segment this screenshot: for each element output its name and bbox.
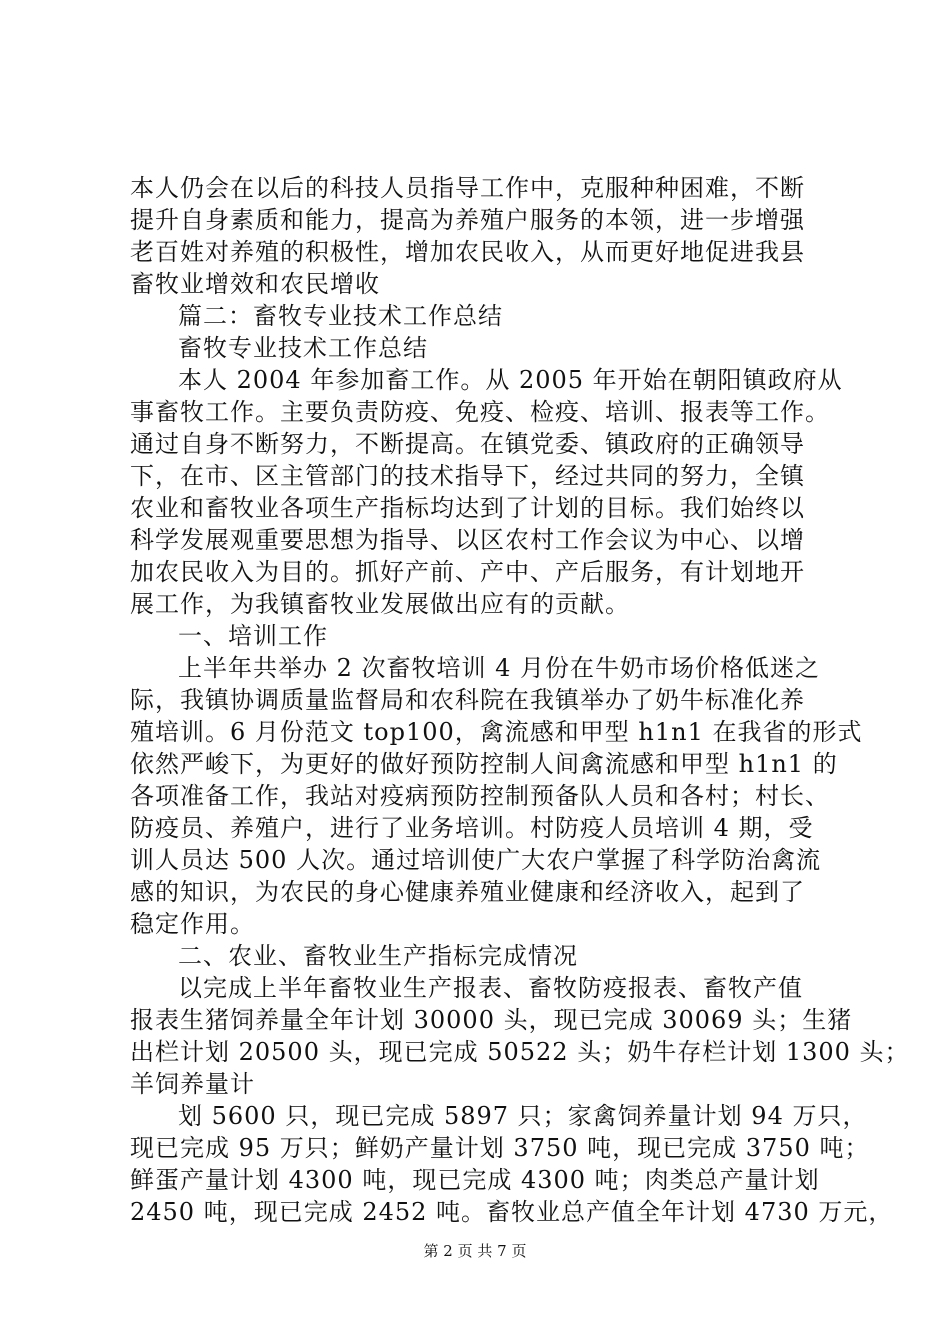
text-line: 展工作，为我镇畜牧业发展做出应有的贡献。 — [130, 590, 630, 618]
text-line: 以完成上半年畜牧业生产报表、畜牧防疫报表、畜牧产值 — [178, 974, 803, 1002]
text-line: 现已完成 95 万只；鲜奶产量计划 3750 吨，现已完成 3750 吨； — [130, 1134, 870, 1162]
text-line: 科学发展观重要思想为指导、以区农村工作会议为中心、以增 — [130, 526, 805, 554]
text-line: 畜牧业增效和农民增收 — [130, 270, 380, 298]
text-line: 际，我镇协调质量监督局和农科院在我镇举办了奶牛标准化养 — [130, 686, 805, 714]
text-line: 事畜牧工作。主要负责防疫、免疫、检疫、培训、报表等工作。 — [130, 398, 830, 426]
text-line: 本人 2004 年参加畜工作。从 2005 年开始在朝阳镇政府从 — [178, 366, 843, 394]
text-line: 通过自身不断努力，不断提高。在镇党委、镇政府的正确领导 — [130, 430, 805, 458]
text-line: 稳定作用。 — [130, 910, 255, 938]
document-body — [130, 172, 910, 1228]
text-line: 鲜蛋产量计划 4300 吨，现已完成 4300 吨；肉类总产量计划 — [130, 1166, 820, 1194]
text-line: 提升自身素质和能力，提高为养殖户服务的本领，进一步增强 — [130, 206, 805, 234]
text-line: 二、农业、畜牧业生产指标完成情况 — [178, 942, 578, 970]
text-line: 羊饲养量计 — [130, 1070, 255, 1098]
text-line: 一、培训工作 — [178, 622, 328, 650]
text-line: 防疫员、养殖户，进行了业务培训。村防疫人员培训 4 期，受 — [130, 814, 814, 842]
text-line: 感的知识，为农民的身心健康养殖业健康和经济收入，起到了 — [130, 878, 805, 906]
text-line: 下，在市、区主管部门的技术指导下，经过共同的努力，全镇 — [130, 462, 805, 490]
text-line: 上半年共举办 2 次畜牧培训 4 月份在牛奶市场价格低迷之 — [178, 654, 821, 682]
text-line: 2450 吨，现已完成 2452 吨。畜牧业总产值全年计划 4730 万元， — [130, 1198, 894, 1226]
text-line: 老百姓对养殖的积极性，增加农民收入，从而更好地促进我县 — [130, 238, 805, 266]
text-line: 划 5600 只，现已完成 5897 只；家禽饲养量计划 94 万只， — [178, 1102, 868, 1130]
text-line: 畜牧专业技术工作总结 — [178, 334, 428, 362]
text-line: 训人员达 500 人次。通过培训使广大农户掌握了科学防治禽流 — [130, 846, 822, 874]
text-line: 加农民收入为目的。抓好产前、产中、产后服务，有计划地开 — [130, 558, 805, 586]
page-footer: 第 2 页 共 7 页 — [423, 1242, 527, 1260]
text-line: 殖培训。6 月份范文 top100，禽流感和甲型 h1n1 在我省的形式 — [130, 718, 863, 746]
text-line: 依然严峻下，为更好的做好预防控制人间禽流感和甲型 h1n1 的 — [130, 750, 838, 778]
text-line: 各项准备工作，我站对疫病预防控制预备队人员和各村；村长、 — [130, 782, 830, 810]
text-line: 篇二：畜牧专业技术工作总结 — [178, 302, 503, 330]
text-line: 本人仍会在以后的科技人员指导工作中，克服种种困难，不断 — [130, 174, 805, 202]
text-line: 出栏计划 20500 头，现已完成 50522 头；奶牛存栏计划 1300 头； — [130, 1038, 910, 1066]
text-line: 农业和畜牧业各项生产指标均达到了计划的目标。我们始终以 — [130, 494, 805, 522]
text-line: 报表生猪饲养量全年计划 30000 头，现已完成 30069 头；生猪 — [130, 1006, 853, 1034]
